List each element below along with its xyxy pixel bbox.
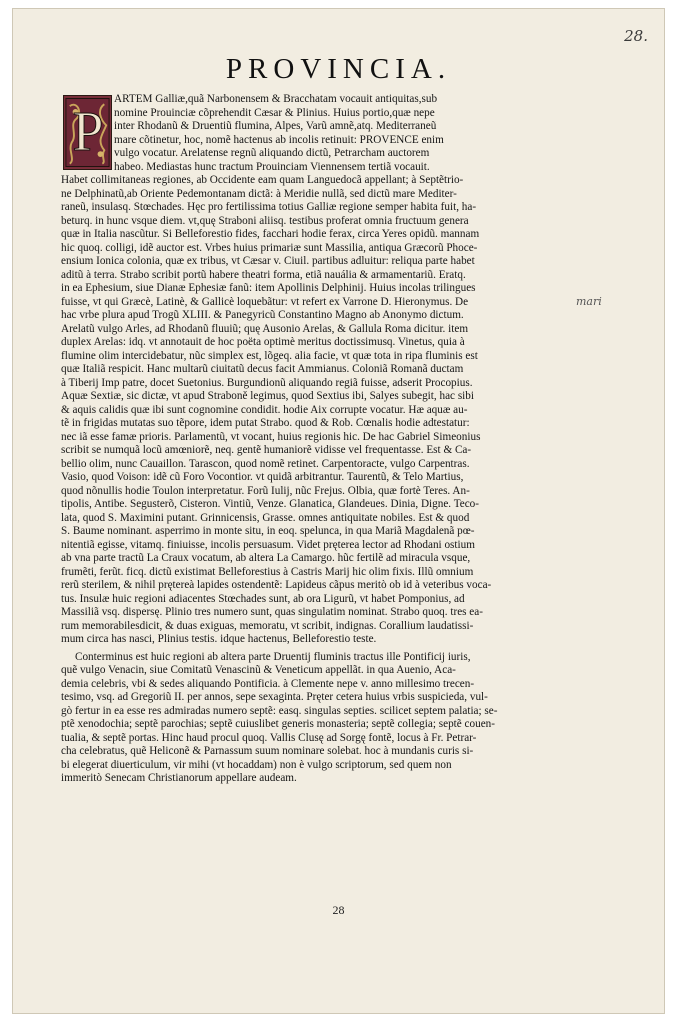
text-line: tesimo, vsq. ad Gregoriũ II. per annos, sepe sexaginta. Pręter cetera huius vrbis suspicieda, vul- [61, 691, 488, 703]
text-line: Arelatũ vulgo Arles, ad Rhodanũ fluuiũ; quę Ausonio Arelas, & Gallula Roma dicitur. item [61, 322, 469, 335]
text-line: ne Delphinatũ,ab Oriente Pedemontanam dictã: à Meridie nullã, sed dictũ mare Mediter- [61, 187, 457, 200]
text-line: rerũ sterilem, & nihil prętereà lapides ostendentẽ: Lapideus cãpus meritò ob id à veteribus voca- [61, 579, 492, 591]
text-line: ptẽ xenodochia; septẽ parochias; septẽ cuiuslibet generis monasteria; septẽ collegia; septẽ couen- [61, 718, 495, 730]
text-line: gò fertur in ea esse res admiradas numero septẽ: easq. singulas septies. scilicet septem palatia; se- [61, 704, 498, 717]
folio-number: 28. [624, 27, 648, 45]
text-line: aditũ à terra. Strabo scribit portũ habere theatri forma, etiã nauália & armamentariũ. Eratq. [61, 268, 466, 281]
text-line: scribit se numquã locũ amœniorẽ, neq. gentẽ humaniorẽ vidisse vel frequentasse. Est & Ca- [61, 444, 472, 456]
page-sheet [12, 8, 665, 1014]
text-line: mare cõtinetur, hoc, nomẽ hactenus ab incolis retinuit: PROVENCE enim [114, 133, 444, 146]
text-line: immeritò Senecam Christianorum appellare audeam. [61, 772, 297, 784]
text-line: inter Rhodanũ & Druentiũ flumina, Alpes, Varũ amnẽ,atq. Mediterraneũ [114, 120, 437, 132]
text-line: lata, quod S. Maximini putant. Grinnicensis, Grasse. omnes antiquitate nobiles. Est & quod [61, 511, 470, 524]
text-line: raneũ, insulasq. Stœchades. Hęc pro fertilissima totius Galliæ regione semper habita fuit, ha- [61, 201, 477, 213]
text-line: tẽ in frigidas mutatas suo tẽpore, idem putat Strabo. quod & Rob. Cœnalis hodie adtestatur: [61, 417, 470, 429]
text-line: Vasio, quod Voison: idẽ cũ Foro Vocontior. vt quidã arbitrantur. Taurentũ, & Telo Martius, [61, 471, 464, 483]
text-line: mum circa has nasci, Plinius testis. idque hactenus, Belleforestio teste. [61, 633, 377, 645]
text-line: quæ in Italia nascũtur. Si Belleforestio fides, facchari hodie ferax, circa Yeres opidũ. mannam [61, 228, 480, 240]
text-line: tipolis, Antibe. Segusterõ, Cisteron. Vintiũ, Venze. Glanatica, Glandeues. Dinia, Digne. Teco- [61, 498, 479, 510]
text-line: Massiliã vsq. dispersę. Plinio tres numero sunt, quas singulatim nominat. Strabo quoq. tres ea- [61, 606, 483, 618]
text-line: nomine Prouinciæ cõprehendit Cæsar & Plinius. Huius portio,quæ nepe [114, 106, 435, 119]
text-line: ARTEM Galliæ,quã Narbonensem & Bracchatam vocauit antiquitas,sub [114, 93, 438, 105]
text-line: nec iã esse famæ prioris. Parlamentũ, vt vocant, huius regionis hic. De hac Gabriel Simeonius [61, 430, 481, 443]
text-line: duplex Arelas: idq. vt annotauit de hoc poëta optimè meritus doctissimusq. Vinetus, quia à [61, 336, 465, 348]
text-line: flumine olim intercidebatur, nũc simplex est, lõgeq. alia facie, vt quæ tota in ripa fluminis est [61, 349, 478, 362]
margin-note: mari [576, 295, 602, 308]
text-line: tualia, & septẽ portas. Hinc haud procul quoq. Vallis Clusę ad Sorgę fontẽ, locus à Fr. Petrar- [61, 731, 477, 744]
text-line: ensium Ionica colonia, quæ ex tribus, vt Cæsar v. Ciuil. partibus adluitur: reliqua parte habet [61, 255, 475, 267]
text-line: S. Baume nominant. asperrimo in monte situ, in eoq. spelunca, in qua Mariã Magdalenã pœ- [61, 525, 475, 537]
text-line: rum memorabilesdicit, & duas exiguas, memoratu, vt scribit, indignas. Corallium laudatissi- [61, 619, 474, 632]
text-line: Habet collimitaneas regiones, ab Occidente eam quam Languedocã appellant; à Septẽtrio- [61, 174, 464, 186]
text-line: quæ Italiã respicit. Hanc multarũ ciuitatũ decus facit Ammianus. Coloniã Romanã ductam [61, 363, 464, 375]
text-line: bellio olim, nunc Cauaillon. Tarascon, quod nomẽ retinet. Carpentoracte, vulgo Carpentras. [61, 457, 470, 470]
text-line: beturq. in hunc vsque diem. vt,quę Straboni aliisq. testibus proferat omnia fructuum genera [61, 214, 469, 227]
text-line: vulgo vocatur. Arelatense regnũ aliquando dictũ, Petrarcham auctorem [114, 147, 430, 159]
text-line: Conterminus est huic regioni ab altera parte Druentij fluminis tractus ille Pontificij iuris, [75, 650, 471, 663]
text-line: nitentiã egisse, vitamq. finiuisse, incolis persuasum. Videt pręterea lector ad Rhodani ostium [61, 538, 475, 551]
text-line: ab vna parte tractũ La Craux vocatum, ab altera La Camargo. hũc fertilẽ ad miracula vsque, [61, 552, 471, 564]
text-line: demia celebris, vbi & sedes aliquando Pontificia. à Clemente nepe v. anno millesimo trecen- [61, 677, 475, 690]
page-title: PROVINCIA. [225, 53, 452, 85]
text-line: hac vrbe plura apud Trogũ XLIII. & Panegyricũ Constantino Magno ab Anonymo dictum. [61, 309, 464, 321]
text-line: & aquis calidis quæ ibi sunt cognomine condidit. hodie Aix corrupte vocatur. Hæ aquæ au- [61, 403, 468, 416]
text-line: fuisse, vt qui Græcè, Latinè, & Gallicè loquebãtur: vt refert ex Varrone D. Hieronymus. De [61, 295, 469, 308]
text-line: frumẽti, ferũt. ficq. dictũ existimat Belleforestius à Castris Marij hic olim fixis. Illũ omnium [61, 565, 474, 578]
text-line: bi elegerat diuerticulum, vir mihi (vt hocaddam) non è vulgo scriptorum, sed quem non [61, 758, 452, 771]
text-line: habeo. Mediastas hunc tractum Prouinciam Viennensem tertiã vocauit. [114, 160, 430, 173]
initial-letter: P [72, 101, 104, 164]
text-line: à Tiberij Imp patre, docet Suetonius. Burgundionũ aliquando regiã fuisse, adserit Procopius. [61, 376, 473, 389]
page-number: 28 [332, 903, 345, 917]
text-line: quẽ vulgo Venacin, siue Comitatũ Venascinũ & Veneticum appellãt. in qua Auenio, Aca- [61, 664, 456, 676]
text-line: hic quoq. colligi, idẽ auctor est. Vrbes huius primariæ sunt Massilia, antiqua Græcorũ Phoce- [61, 241, 478, 254]
text-line: Aquæ Sextiæ, sic dictæ, vt apud Straboně legimus, quod Sextius ibi, Salyes subegit, hac sibi [61, 390, 474, 402]
text-line: cha celebratus, quẽ Heliconẽ & Parnassum suum nominare solebat. hoc à mundanis curis si- [61, 745, 474, 757]
text-line: in ea Ephesium, siue Dianæ Ephesiæ fanũ: item Apollinis Delphinij. Huius incolas trilingues [61, 282, 476, 294]
text-line: quod nõnullis hodie Toulon interpretatur. Forũ Iulij, nũc Frejus. Olbia, quæ fortè Teres. An- [61, 484, 470, 497]
body-text [61, 93, 569, 786]
text-line: tus. Insulæ huic regioni adiacentes Stœchades sunt, ab ora Ligurũ, vt habet Pomponius, ad [61, 592, 465, 605]
